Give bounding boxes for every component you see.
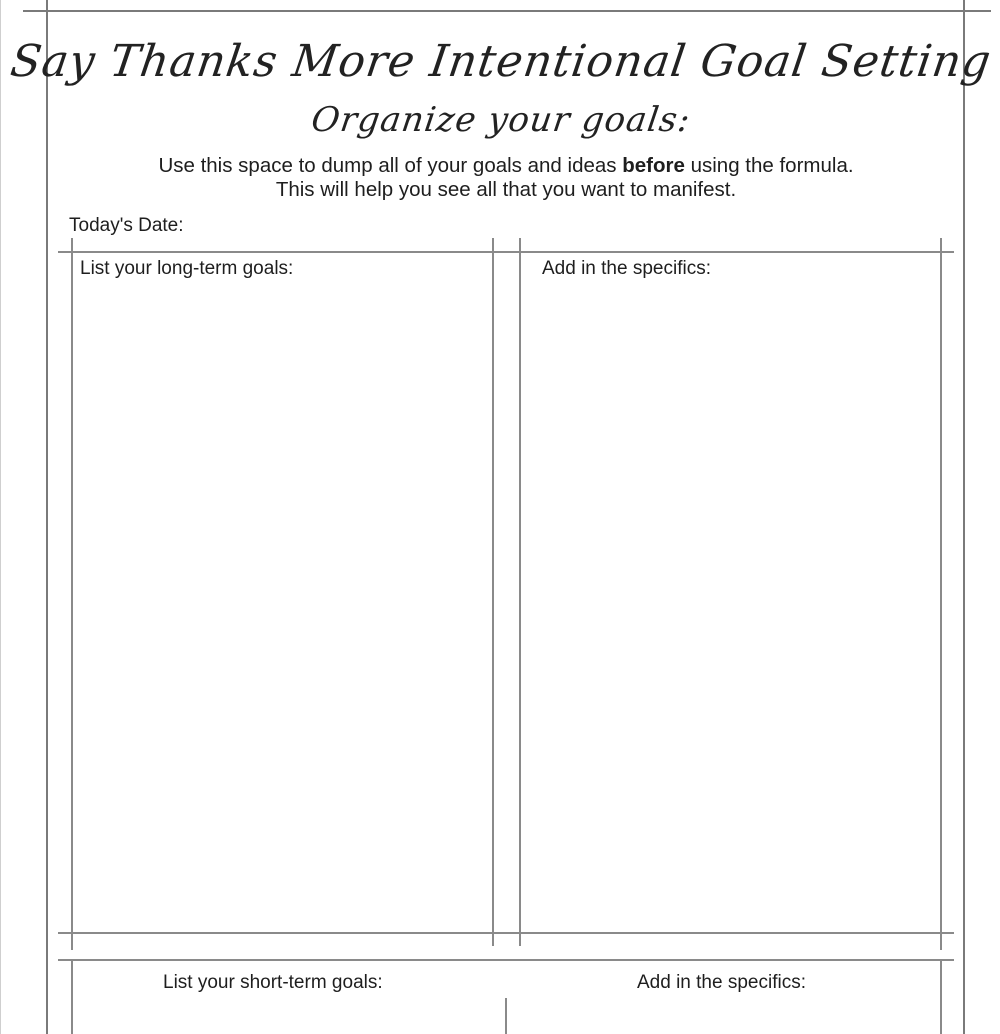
long-term-top-line xyxy=(58,251,954,253)
page-subtitle: Organize your goals: xyxy=(308,100,694,140)
long-term-right-line xyxy=(940,238,942,950)
left-border-line xyxy=(46,0,48,1034)
short-term-specifics-label: Add in the specifics: xyxy=(637,972,806,993)
instructions-text-part: Use this space to dump all of your goals and ideas xyxy=(158,154,623,177)
long-term-left-line xyxy=(71,238,73,950)
todays-date-label: Today's Date: xyxy=(69,215,184,236)
instructions-bold-word: before xyxy=(622,154,685,177)
short-term-goals-label: List your short-term goals: xyxy=(163,972,383,993)
short-term-divider-line xyxy=(505,998,507,1034)
short-term-left-line xyxy=(71,959,73,1034)
short-term-right-line xyxy=(940,959,942,1034)
long-term-bottom-line xyxy=(58,932,954,934)
right-border-line xyxy=(963,0,965,1034)
instructions-text-part: using the formula. This will help you see all that you want to manifest. xyxy=(275,154,854,201)
short-term-top-line xyxy=(58,959,954,961)
top-border-line xyxy=(23,10,991,12)
long-term-divider-left-line xyxy=(492,238,494,946)
long-term-divider-right-line xyxy=(519,238,521,946)
long-term-goals-label: List your long-term goals: xyxy=(80,258,294,279)
long-term-specifics-label: Add in the specifics: xyxy=(542,258,711,279)
instructions-text xyxy=(151,154,861,202)
page-title: Say Thanks More Intentional Goal Setting xyxy=(7,36,995,87)
